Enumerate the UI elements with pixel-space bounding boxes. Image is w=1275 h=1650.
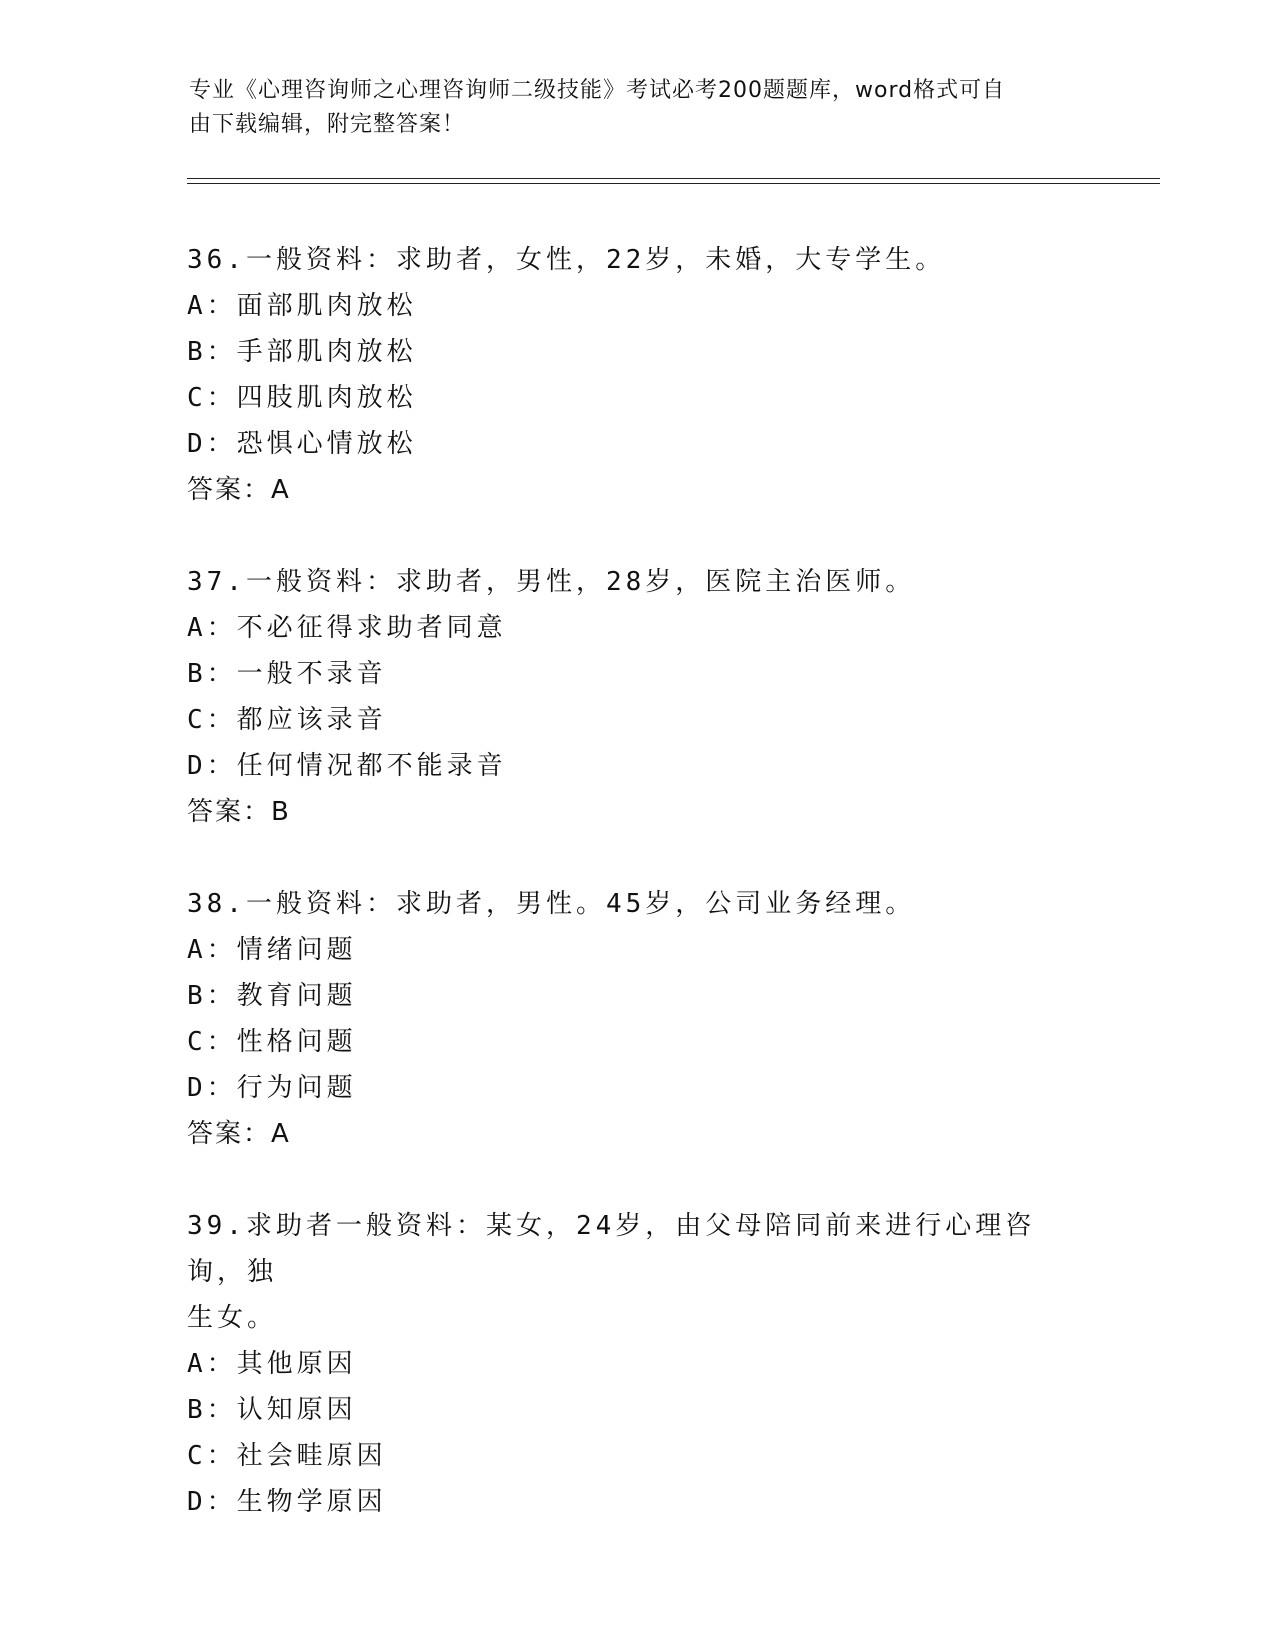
header-line-2: 由下载编辑，附完整答案！ [189, 112, 466, 137]
option-b: B：一般不录音 [187, 659, 387, 689]
option-c: C：四肢肌肉放松 [187, 383, 417, 413]
option-b: B：教育问题 [187, 981, 357, 1011]
question-stem-continued: 生女。 [187, 1303, 278, 1333]
question-stem: 36.一般资料：求助者，女性，22岁，未婚，大专学生。 [187, 245, 946, 275]
document-header [189, 74, 1089, 142]
question-stem: 37.一般资料：求助者，男性，28岁，医院主治医师。 [187, 567, 916, 597]
option-d: D：行为问题 [187, 1073, 357, 1103]
option-a: A：情绪问题 [187, 935, 357, 965]
question-37 [187, 559, 1087, 835]
question-stem: 38.一般资料：求助者，男性。45岁，公司业务经理。 [187, 889, 916, 919]
option-c: C：社会畦原因 [187, 1441, 387, 1471]
option-c: C：性格问题 [187, 1027, 357, 1057]
option-c: C：都应该录音 [187, 705, 387, 735]
question-stem: 39.求助者一般资料：某女，24岁，由父母陪同前来进行心理咨询，独 [187, 1211, 1036, 1287]
header-divider-bottom [187, 183, 1160, 184]
question-list [187, 237, 1087, 1571]
question-38 [187, 881, 1087, 1157]
option-d: D：恐惧心情放松 [187, 429, 417, 459]
option-d: D：生物学原因 [187, 1487, 387, 1517]
answer-key: 答案：A [187, 475, 291, 505]
option-a: A：面部肌肉放松 [187, 291, 417, 321]
option-b: B：手部肌肉放松 [187, 337, 417, 367]
option-d: D：任何情况都不能录音 [187, 751, 507, 781]
header-line-1: 专业《心理咨询师之心理咨询师二级技能》考试必考200题题库，word格式可自 [189, 78, 1006, 103]
question-36 [187, 237, 1087, 513]
answer-key: 答案：B [187, 797, 291, 827]
option-a: A：其他原因 [187, 1349, 357, 1379]
header-divider-top [187, 178, 1160, 179]
question-39 [187, 1203, 1087, 1525]
option-a: A：不必征得求助者同意 [187, 613, 507, 643]
option-b: B：认知原因 [187, 1395, 357, 1425]
answer-key: 答案：A [187, 1119, 291, 1149]
